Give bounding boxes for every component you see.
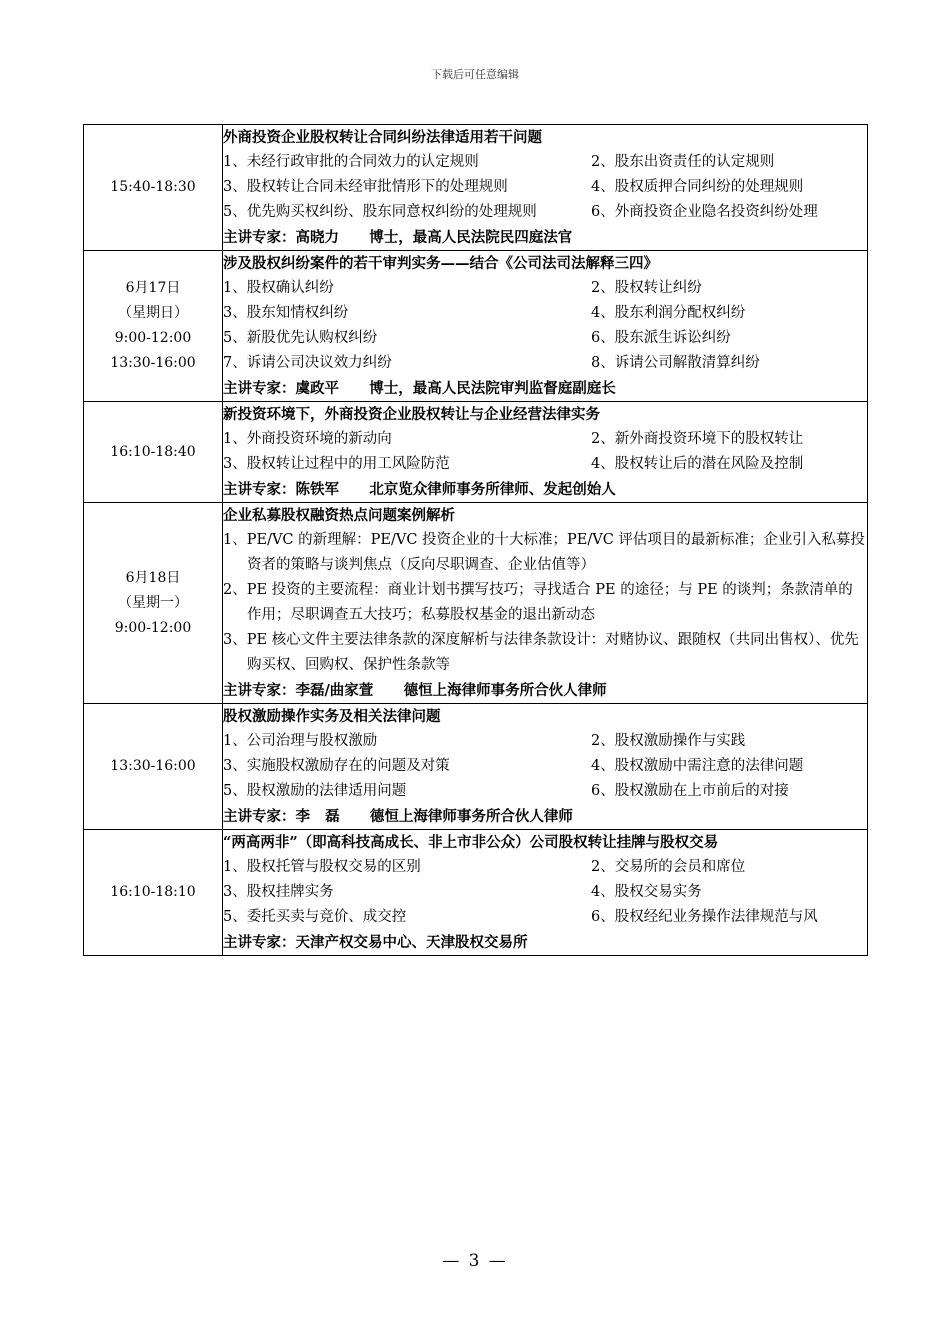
session-topic: 1、股权托管与股权交易的区别 <box>223 859 421 875</box>
session-topic: 3、股权转让合同未经审批情形下的处理规则 <box>223 179 508 195</box>
session-topic: 6、股东派生诉讼纠纷 <box>591 330 731 346</box>
session-topic-list <box>223 528 867 678</box>
session-time <box>84 503 223 704</box>
session-topic: 6、股权经纪业务操作法律规范与风 <box>591 909 818 925</box>
session-time-line: 9:00-12:00 <box>114 619 192 636</box>
session-title: 企业私募股权融资热点问题案例解析 <box>223 507 455 524</box>
session-time-line: （星期日） <box>118 305 188 321</box>
session-time-line: 6月17日 <box>125 280 181 296</box>
session-topic: 5、优先购买权纠纷、股东同意权纠纷的处理规则 <box>223 204 537 220</box>
session-topic: 4、股权转让后的潜在风险及控制 <box>591 456 804 472</box>
session-time <box>84 251 223 402</box>
session-topic: 3、PE 核心文件主要法律条款的深度解析与法律条款设计：对赌协议、跟随权（共同出售权）、优先购买权、回购权、保护性条款等 <box>223 632 859 673</box>
session-topic: 1、未经行政审批的合同效力的认定规则 <box>223 154 479 170</box>
page-number: — 3 — <box>442 1251 508 1271</box>
session-content <box>223 251 868 402</box>
session-topic: 4、股权激励中需注意的法律问题 <box>591 758 804 774</box>
session-topic: 5、股权激励的法律适用问题 <box>223 783 407 799</box>
session-topic: 4、股东利润分配权纠纷 <box>591 305 746 321</box>
session-topic: 2、股权转让纠纷 <box>591 280 702 296</box>
session-topic: 5、新股优先认购权纠纷 <box>223 330 378 346</box>
session-topic: 2、交易所的会员和席位 <box>591 859 746 875</box>
session-row <box>84 503 868 704</box>
session-topic: 2、PE 投资的主要流程：商业计划书撰写技巧；寻找适合 PE 的途径；与 PE 的谈判；条款清单的作用；尽职调查五大技巧；私募股权基金的退出新动态 <box>223 582 853 623</box>
session-topic: 1、公司治理与股权激励 <box>223 733 378 749</box>
session-topic: 2、新外商投资环境下的股权转让 <box>591 431 804 447</box>
session-topic: 1、股权确认纠纷 <box>223 280 334 296</box>
session-time-line: 9:00-12:00 <box>114 330 192 346</box>
session-time-line: 16:10-18:40 <box>110 443 196 460</box>
session-row <box>84 830 868 956</box>
session-expert: 主讲专家：陈铁军 北京览众律师事务所律师、发起创始人 <box>223 481 616 498</box>
session-topic: 1、外商投资环境的新动向 <box>223 431 392 447</box>
session-topic: 1、PE/VC 的新理解：PE/VC 投资企业的十大标准；PE/VC 评估项目的最新标准；企业引入私募投资者的策略与谈判焦点（反向尽职调查、企业估值等） <box>223 532 865 573</box>
session-title: 涉及股权纠纷案件的若干审判实务——结合《公司法司法解释三四》 <box>223 255 658 272</box>
session-time <box>84 402 223 503</box>
session-topic-list <box>223 276 867 376</box>
session-expert: 主讲专家：天津产权交易中心、天津股权交易所 <box>223 934 528 951</box>
header-note: 下载后可任意编辑 <box>431 68 519 81</box>
session-topic: 3、股东知情权纠纷 <box>223 305 349 321</box>
session-topic: 4、股权质押合同纠纷的处理规则 <box>591 179 804 195</box>
session-expert: 主讲专家：虞政平 博士，最高人民法院审判监督庭副庭长 <box>223 380 616 397</box>
session-expert: 主讲专家：李 磊 德恒上海律师事务所合伙人律师 <box>223 808 573 825</box>
session-content <box>223 704 868 830</box>
session-time-line: 15:40-18:30 <box>110 179 196 195</box>
session-content <box>223 125 868 251</box>
session-expert: 主讲专家：高晓力 博士，最高人民法院民四庭法官 <box>223 229 573 246</box>
session-row <box>84 125 868 251</box>
session-time-line: 13:30-16:00 <box>110 355 196 371</box>
session-time-line: 13:30-16:00 <box>110 758 196 774</box>
session-row <box>84 704 868 830</box>
session-topic: 8、诉请公司解散清算纠纷 <box>591 355 760 371</box>
session-topic: 3、股权转让过程中的用工风险防范 <box>223 456 450 472</box>
session-topic: 6、外商投资企业隐名投资纠纷处理 <box>591 204 818 220</box>
session-topic: 4、股权交易实务 <box>591 884 702 900</box>
session-row <box>84 251 868 402</box>
session-title: 股权激励操作实务及相关法律问题 <box>223 708 441 725</box>
session-topic-list <box>223 855 867 930</box>
session-topic-list <box>223 427 867 477</box>
session-title: 新投资环境下，外商投资企业股权转让与企业经营法律实务 <box>223 406 600 423</box>
session-topic-list <box>223 150 867 225</box>
session-time <box>84 830 223 956</box>
session-topic-list <box>223 729 867 804</box>
session-expert: 主讲专家：李磊/曲家萱 德恒上海律师事务所合伙人律师 <box>223 682 607 699</box>
session-content <box>223 830 868 956</box>
session-title: “两高两非”（即高科技高成长、非上市非公众）公司股权转让挂牌与股权交易 <box>223 834 719 851</box>
session-topic: 3、实施股权激励存在的问题及对策 <box>223 758 450 774</box>
session-time <box>84 125 223 251</box>
schedule-body <box>84 125 868 956</box>
session-time-line: 16:10-18:10 <box>110 884 196 900</box>
session-topic: 3、股权挂牌实务 <box>223 884 334 900</box>
session-time-line: （星期一） <box>118 594 188 611</box>
session-topic: 5、委托买卖与竞价、成交控 <box>223 909 407 925</box>
session-topic: 2、股权激励操作与实践 <box>591 733 746 749</box>
session-time-line: 6月18日 <box>125 569 181 586</box>
session-row <box>84 402 868 503</box>
session-content <box>223 503 868 704</box>
session-time <box>84 704 223 830</box>
session-topic: 7、诉请公司决议效力纠纷 <box>223 355 392 371</box>
session-content <box>223 402 868 503</box>
session-title: 外商投资企业股权转让合同纠纷法律适用若干问题 <box>223 129 542 146</box>
session-topic: 6、股权激励在上市前后的对接 <box>591 783 789 799</box>
session-topic: 2、股东出资责任的认定规则 <box>591 154 775 170</box>
schedule-table <box>83 124 868 956</box>
